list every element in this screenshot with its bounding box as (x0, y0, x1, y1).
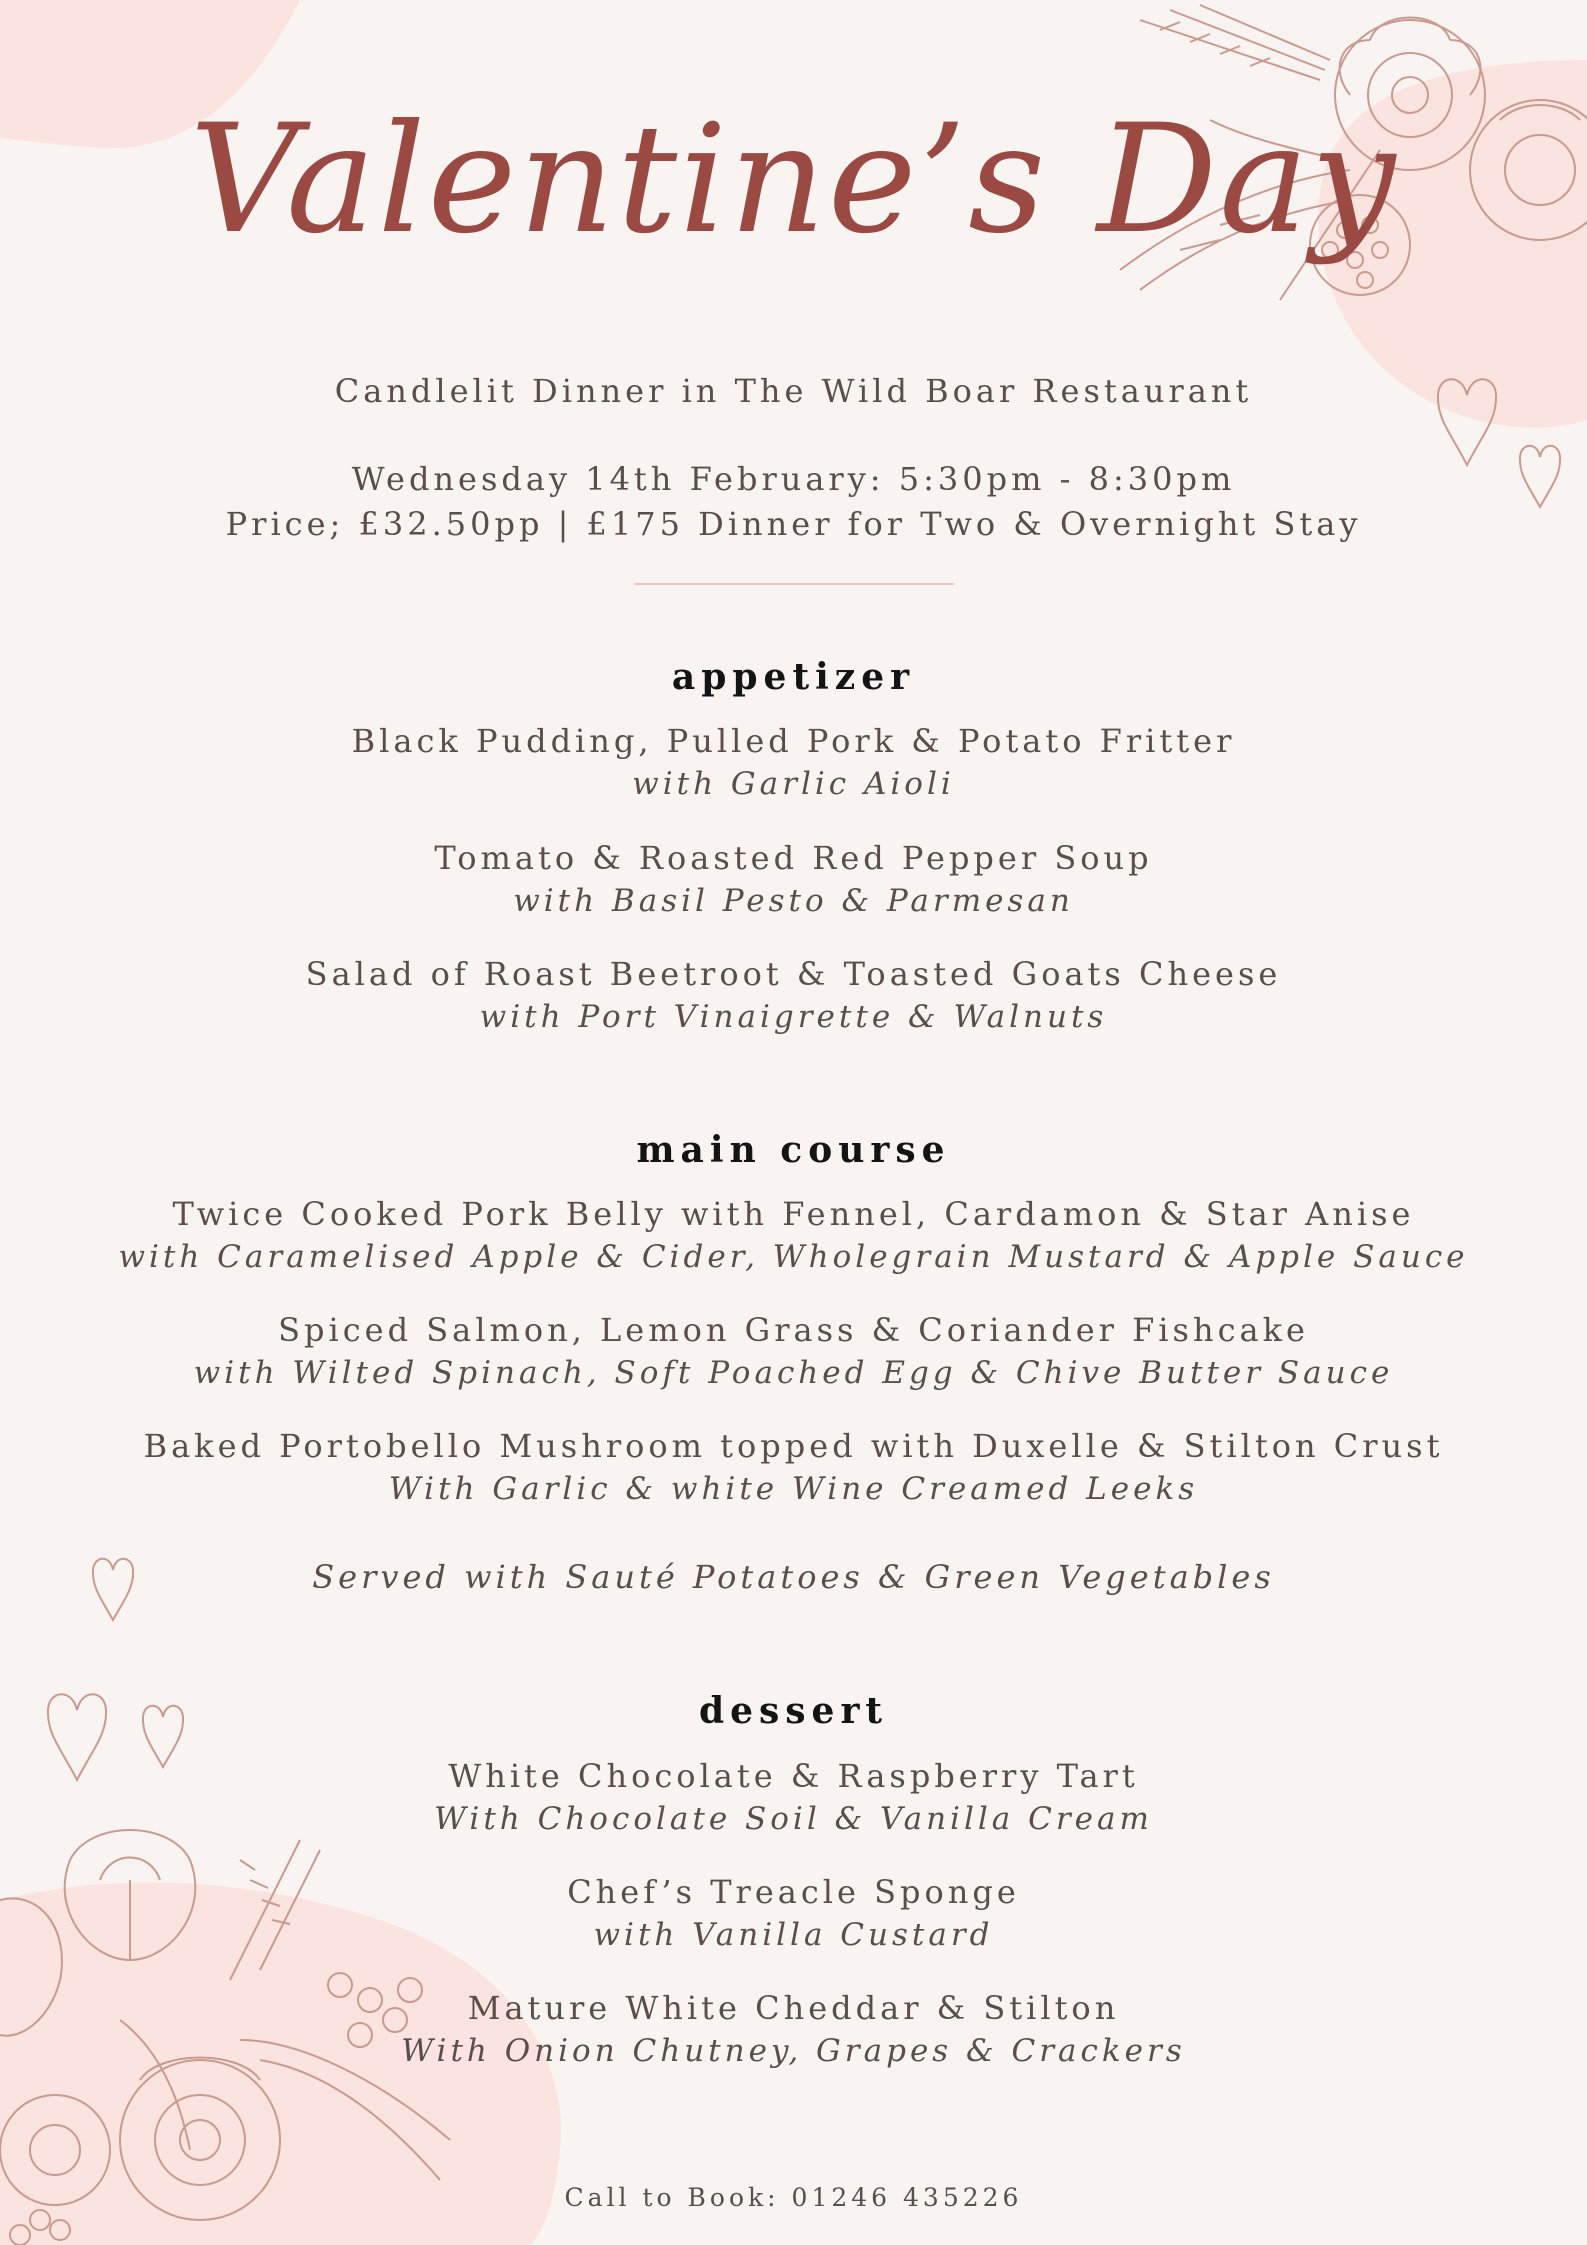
booking-phone: Call to Book: 01246 435226 (564, 2183, 1023, 2212)
menu-item-description: With Chocolate Soil & Vanilla Cream (434, 1801, 1153, 1837)
menu-item-description: With Garlic & white Wine Creamed Leeks (388, 1471, 1199, 1507)
section-heading-dessert: dessert (698, 1690, 889, 1732)
menu-item-description: with Garlic Aioli (632, 766, 955, 802)
menu-item-name: Black Pudding, Pulled Pork & Potato Fritter (351, 722, 1236, 760)
divider (634, 583, 954, 585)
menu-item-description: with Port Vinaigrette & Walnuts (479, 999, 1108, 1035)
menu-item-name: Chef’s Treacle Sponge (567, 1873, 1020, 1911)
menu-item-name: Mature White Cheddar & Stilton (467, 1989, 1120, 2027)
menu-item-description: With Onion Chutney, Grapes & Crackers (401, 2033, 1186, 2069)
event-subtitle: Candlelit Dinner in The Wild Boar Restaurant (334, 372, 1253, 410)
page-title: Valentine’s Day (189, 93, 1398, 267)
menu-item-description: with Caramelised Apple & Cider, Wholegrain Mustard & Apple Sauce (118, 1239, 1469, 1275)
event-price: Price; £32.50pp | £175 Dinner for Two & Overnight Stay (225, 505, 1362, 543)
menu-item-name: Spiced Salmon, Lemon Grass & Coriander Fishcake (278, 1311, 1309, 1349)
sides-note: Served with Sauté Potatoes & Green Vegetables (312, 1558, 1275, 1596)
event-date: Wednesday 14th February: 5:30pm - 8:30pm (351, 460, 1236, 498)
section-heading-main-course: main course (636, 1129, 951, 1171)
menu-item-name: Tomato & Roasted Red Pepper Soup (434, 839, 1153, 877)
menu-item-name: Salad of Roast Beetroot & Toasted Goats Cheese (305, 955, 1282, 993)
menu-item-description: with Basil Pesto & Parmesan (513, 883, 1074, 919)
menu-item-description: with Vanilla Custard (593, 1917, 994, 1953)
menu-item-name: White Chocolate & Raspberry Tart (448, 1757, 1139, 1795)
menu-item-name: Twice Cooked Pork Belly with Fennel, Cardamon & Star Anise (172, 1195, 1415, 1233)
section-heading-appetizer: appetizer (671, 656, 916, 698)
menu-item-name: Baked Portobello Mushroom topped with Duxelle & Stilton Crust (143, 1427, 1444, 1465)
menu-item-description: with Wilted Spinach, Soft Poached Egg & Chive Butter Sauce (193, 1355, 1394, 1391)
